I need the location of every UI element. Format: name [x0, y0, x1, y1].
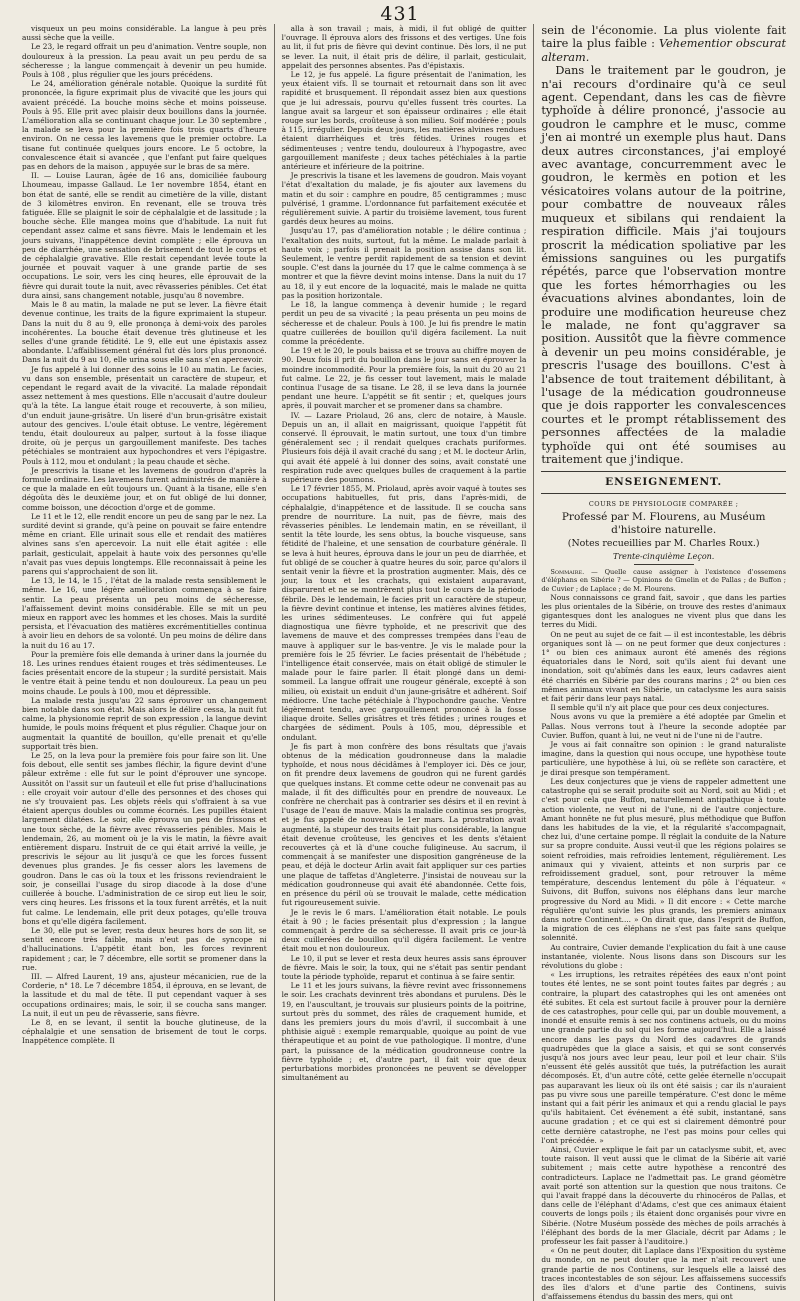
- paragraph: Le 11 et le 12, elle rendit encore un peu de sang par le nez. La surdité devint si grande, qu'à peine on pouvait se faire entendre même en criant. Elle urinait sous elle et rendait des matières alvines sans s'en apercevoir. La nuit elle était agitée : elle parlait, gesticulait, appelait à haute voix des personnes qu'elle n'avait pas vues depuis longtemps. Elle reconnaissait à peine les parens qui s'approchaient de son lit.: [22, 511, 267, 576]
- paragraph: Le 12, je fus appelé. La figure présentait de l'animation, les yeux étaient vifs. Il se tournait et retournait dans son lit avec rapidité et brusquement. Il répondait assez bien aux questions que je lui adressais, pourvu qu'elles fussent très courtes. La langue avait sa largeur et son épaisseur ordinaires ; elle était rouge sur les bords, croûteuse à son milieu. Soif modérée ; pouls à 115, irrégulier. Depuis deux jours, les matières alvines rendues étaient diarrhéiques et très fétides. Urines rouges et sédimenteuses ; ventre tendu, douloureux à l'hypogastre, avec gargouillement manifeste ; deux taches pétéchiales à la partie antérieure et inférieure de la poitrine.: [281, 70, 527, 172]
- paragraph: Le 13, le 14, le 15 , l'état de la malade resta sensiblement le même. Le 16, une légère amélioration commença à se faire sentir. La peau présenta un peu moins de sécheresse, l'affaissement devint moins considérable. Elle se mit un peu mieux en rapport avec les hommes et les choses. Mais la surdité persista, et l'évacuation des matières excrémentitielles continua à avoir lieu en dehors de sa volonté. Un peu moins de délire dans la nuit du 16 au 17.: [22, 576, 267, 650]
- paragraph: Le 10, il put se lever et resta deux heures assis sans éprouver de fièvre. Mais le soir, la toux, qui ne s'était pas sentir pendant toute la période typhoïde, reparut et continua à se faire sentir.: [281, 953, 527, 981]
- professor-line: Professé par M. Flourens, au Muséum d'histoire naturelle.: [561, 510, 766, 536]
- notes-credit: (Notes recueillies par M. Charles Roux.): [567, 537, 760, 549]
- paragraph: Le 24, amélioration générale notable. Quoique la surdité fût prononcée, la figure exprimait plus de vivacité que les jours qui avaient précédé. La bouche moins sèche et moins poisseuse. Pouls à 95. Elle prit avec plaisir deux bouillons dans la journée. L'amélioration alla se continuant chaque jour. Le 30 septembre , la malade se leva pour la première fois trois quarts d'heure environ. On ne cessa les lavemens que le premier octobre. La tisane fut continuée quelques jours encore. Le 5 octobre, la convalescence était si avancée , que l'enfant put faire quelques pas en dehors de la maison , appuyée sur le bras de sa mère.: [22, 79, 267, 172]
- lecture-paragraph: Nous avons vu que la première a été adoptée par Gmelin et Pallas. Nous verrons tout à l'heure la seconde adoptée par Cuvier. Buffon, quant à lui, ne veut ni de l'une ni de l'autre.: [541, 712, 786, 740]
- paragraph: IV. — Lazare Priolaud, 26 ans, clerc de notaire, à Mausle. Depuis un an, il allait en maigrissant, quoique l'appétit fût conservé. Il éprouvait, le matin surtout, une toux d'un timbre généralement sec ; il rendait quelques crachats puriformes. Plusieurs fois déjà il avait craché du sang ; et M. le docteur Arlin, qui avait été appelé à lui donner des soins, avait constaté une respiration rude avec quelques bulles de craquement à la partie supérieure des poumons.: [281, 410, 527, 484]
- section-title: ENSEIGNEMENT.: [605, 476, 723, 489]
- paragraph: Le 23, le regard offrait un peu d'animation. Ventre souple, non douloureux à la pression. La peau avait un peu perdu de sa sécheresse ; la langue commençait à devenir un peu humide. Pouls à 108 , plus régulier que les jours précédens.: [22, 42, 267, 80]
- paragraph: Le 17 février 1855, M. Priolaud, après avoir vaqué à toutes ses occupations habituelles, fut pris, dans l'après-midi, de céphalalgie, d'inappétence et de lassitude. Il se coucha sans prendre de nourriture. La nuit, pas de fièvre, mais des rêvasseries pénibles. Le lendemain matin, en se réveillant, il sentit la tête lourde, les sens obtus, la bouche visqueuse, sans fétidité de l'haleine, et une sensation de courbature générale. Il se leva à huit heures, éprouva dans le jour un peu de diarrhée, et fut obligé de se coucher à quatre heures du soir, parce qu'alors il sentait venir la fièvre et la prostration augmenter. Mais, dès ce jour, la toux et les crachats, qui existaient auparavant, disparurent et ne se montrèrent plus tout le cours de la période fébrile. Dès le lendemain, le facies prit un caractère de stupeur, la fièvre devint continue et intense, les matières alvines fétides, les urines sédimenteuses. Le confrère qui fut appelé diagnostiqua une fièvre typhoïde, et ne prescrivit que des lavemens de mauve et des compresses trempées dans l'eau de mauve à appliquer sur le bas-ventre. Je vis le malade pour la première fois le 25 février. Le facies présentait de l'hébétude ; l'intelligence était conservée, mais on était obligé de stimuler le malade pour le faire parler. Il était plongé dans un demi-sommeil. La langue offrait une rougeur générale, excepté à son milieu, où existait un enduit d'un jaune-grisâtre et adhérent. Soif médiocre. Une tache pétéchiale à l'hypochondre gauche. Ventre légèrement tendu, avec gargouillement prononcé à la fosse iliaque droite. Selles grisâtres et très fétides ; urines rouges et chargées de sédiment. Pouls à 105, mou, dépressible et ondulant.: [281, 484, 527, 742]
- lecture-paragraph: On ne peut au sujet de ce fait — il est incontestable, les débris organiques sont là — on ne peut former que deux conjectures : 1° ou bien ces animaux auront été amenés des régions équatoriales dans le Nord, soit qu'ils aient fui devant une inondation, soit qu'abîmés dans les eaux, leurs cadavres aient été charriés en Sibérie par des courans marins ; 2° ou bien ces mêmes animaux vivant en Sibérie, un cataclysme les aura saisis et fait périr dans leur pays natal.: [541, 629, 786, 704]
- lecon-title: Trente-cinquième Leçon.: [612, 552, 715, 562]
- paragraph: Je prescrivis la tisane et les lavemens de goudron. Mais voyant l'état d'exaltation du malade, je fis ajouter aux lavemens du matin et du soir : camphre en poudre, 85 centigrammes ; musc pulvérisé, 1 gramme. L'ordonnance fut parfaitement exécutée et régulièrement suivie. A partir du troisième lavement, tous furent gardés deux heures au moins.: [281, 171, 527, 227]
- column-2: [282, 24, 527, 1301]
- paragraph: Le 8, en se levant, il sentit la bouche glutineuse, de la céphalalgie et une sensation de brisement de tout le corps. Inappétence complète. Il: [22, 1017, 267, 1046]
- conclusion-paragraph: Dans le traitement par le goudron, je n'ai recours d'ordinaire qu'à ce seul agent. Cependant, dans les cas de fièvre typhoïde à délire prononcé, j'associe au goudron le camphre et le musc, comme j'en ai montré un exemple plus haut. Dans deux autres circonstances, j'ai employé avec avantage, concurremment avec le goudron, le kermès en potion et les vésicatoires volans autour de la poitrine, pour combattre de nouveaux râles muqueux et sibilans qui rendaient la respiration difficile. Mais j'ai toujours proscrit la médication spoliative par les émissions sanguines ou les purgatifs répétés, parce que l'observation montre que les fortes hémorrhagies ou les évacuations alvines abondantes, loin de produire une modification heureuse chez le malade, ne font qu'aggraver sa position. Aussitôt que la fièvre commence à devenir un peu moins considérable, je prescris l'usage des bouillons. C'est à l'absence de tout traitement débilitant, à l'usage de la médication goudronneuse que je dois rapporter les convalescences courtes et le prompt rétablissement des personnes affectées de la maladie typhoïde qui ont été soumises au traitement que j'indique.: [541, 64, 786, 466]
- column-3: [541, 24, 786, 1301]
- sommaire: Sommaire. — Quelle cause assigner à l'existence d'ossemens d'éléphans en Sibérie ? — Opinions de Gmelin et de Pallas ; de Buffon ; de Cuvier ; de Laplace ; de M. Flourens.: [541, 568, 786, 593]
- paragraph: Le 19 et le 20, le pouls baissa et se trouva au chiffre moyen de 90. Deux fois il prit du bouillon dans le jour sans en éprouver la moindre incommodité. Pour la première fois, la nuit du 20 au 21 fut calme. Le 22, je fis cesser tout lavement, mais le malade continua l'usage de sa tisane. Le 28, il se leva dans la journée pendant une heure. L'appétit se fit sentir ; et, quelques jours après, il pouvait marcher et se promener dans sa chambre.: [281, 346, 527, 411]
- lecture-paragraph: Ainsi, Cuvier explique le fait par un cataclysme subit, et, avec toute raison. Il veut aussi que le climat de la Sibérie ait varié subitement ; mais cette autre hypothèse a rencontré des contradicteurs. Laplace ne l'admettait pas. Le grand géomètre avait porté son attention sur la question que nous traitons. Ce qui l'avait frappé dans la découverte du rhinocéros de Pallas, et dans celle de l'éléphant d'Adams, c'est que ces animaux étaient couverts de longs poils ; ils étaient donc organisés pour vivre en Sibérie. (Notre Muséum possède des mèches de poils arrachés à l'éléphant des bords de la mer Glaciale, décrit par Adams ; le professeur les fait passer à l'auditoire.): [541, 1145, 786, 1247]
- lecture-paragraph: « On ne peut douter, dit Laplace dans l'Exposition du système du monde, on ne peut douter que la mer n'ait recouvert une grande partie de nos Continens, sur lesquels elle a laissé des traces incontestables de son séjour. Les affaissemens successifs des îles d'alors et d'une partie des Continens, suivis d'affaissemens étendus du bassin des mers, qui ont: [541, 1246, 786, 1301]
- paragraph: Je le revis le 6 mars. L'amélioration était notable. Le pouls était à 90 ; le facies présentait plus d'expression ; la langue commençait à perdre de sa sécheresse. Il avait pris ce jour-là deux cuillerées de bouillon qu'il digéra facilement. Le ventre était mou et non douloureux.: [281, 907, 527, 954]
- lecture-paragraph: Je vous ai fait connaître son opinion : le grand naturaliste imagine, dans la question qui nous occupe, une hypothèse toute particulière, une hypothèse à lui, où se reflète son caractère, et je dirai presque son tempérament.: [541, 740, 786, 777]
- conclusion-block: [541, 24, 786, 466]
- paragraph: Le 18, la langue commença à devenir humide ; le regard perdit un peu de sa vivacité ; la peau présenta un peu moins de sécheresse et de chaleur. Pouls à 100. Je lui fis prendre le matin quatre cuillerées de bouillon qu'il digéra facilement. La nuit comme la précédente.: [281, 300, 527, 346]
- paragraph: Le 25, on la leva pour la première fois pour faire son lit. Une fois debout, elle sentit ses jambes fléchir, la figure devint d'une pâleur extrême : elle fut sur le point d'éprouver une syncope. Aussitôt on l'assit sur un fauteuil et elle fut prise d'hallucinations : elle croyait voir autour d'elle des personnes et des choses qui ne s'y trouvaient pas. Les objets réels qui s'offraient à sa vue étaient aperçus doubles ou comme écornés. Les pupilles étaient largement dilatées. Le soir, elle éprouva un peu de frissons et une toux sèche, de la fièvre avec rêvasseries pénibles. Mais le lendemain, 26, au moment où je la vis le matin, la fièvre avait entièrement disparu. Instruit de ce qui était arrivé la veille, je prescrivis le séjour au lit jusqu'à ce que les forces fussent devenues plus grandes. Je fis cesser alors les lavemens de goudron. Dans le cas où la toux et les frissons reviendraient le soir, je conseillai l'usage du sirop diacode à la dose d'une cuillerée à bouche. L'administration de ce sirop eut lieu le soir, vers cinq heures. Les frissons et la toux furent arrêtés, et la nuit fut calme. Le lendemain, elle prit deux potages, qu'elle trouva bons et qu'elle digéra facilement.: [22, 751, 267, 926]
- paragraph: II. — Louise Lauran, âgée de 16 ans, domiciliée faubourg Lhoumeau, impasse Gallaud. Le 1er novembre 1854, étant en bon état de santé, elle se rendit au cimetière de la ville, distant de 3 kilomètres environ. En revenant, elle se trouva très fatiguée. Elle se plaignit le soir de céphalalgie et de lassitude ; la bouche sèche. Elle mangea moins que d'habitude. La nuit fut cependant assez calme et sans fièvre. Mais le lendemain et les jours suivans, l'inappétence devint complète ; elle éprouva un peu de diarrhée, une sensation de brisement de tout le corps et de céphalalgie gravative. Elle restait cependant levée toute la journée et pouvait vaquer à une grande partie de ses occupations. Le soir, vers les cinq heures, elle éprouvait de la fièvre qui durait toute la nuit, avec rêvasseries pénibles. Cet état dura ainsi, sans changement notable, jusqu'au 8 novembre.: [22, 171, 267, 300]
- lecture-paragraph: Au contraire, Cuvier demande l'explication du fait à une cause instantanée, violente. Nous lisons dans son Discours sur les révolutions du globe :: [541, 942, 786, 970]
- page-number: 431: [380, 3, 420, 25]
- paragraph: Pour la première fois elle demanda à uriner dans la journée du 18. Les urines rendues étaient rouges et très sédimenteuses. Le facies présentait encore de la stupeur ; la surdité persistait. Mais le ventre était à peine tendu et non douloureux. La peau un peu moins chaude. Le pouls à 100, mou et dépressible.: [22, 649, 267, 696]
- section-divider: [541, 493, 786, 494]
- conclusion-opening: sein de l'économie. La plus violente fait taire la plus faible : Vehementior obscurat alteram.: [541, 24, 786, 64]
- column-rule: [274, 24, 275, 1301]
- small-divider: [634, 564, 694, 565]
- lecture-paragraph: Il semble qu'il n'y ait place que pour ces deux conjectures.: [550, 703, 769, 713]
- column-1: [22, 24, 267, 1301]
- lecture-paragraph: « Les irruptions, les retraites répétées des eaux n'ont point toutes été lentes, ne se sont point toutes faites par degrés ; au contraire, la plupart des catastrophes qui les ont amenées ont été subites. Et cela est surtout facile à prouver pour la dernière de ces catastrophes, pour celle qui, par un double mouvement, a inondé et ensuite remis à sec nos continens actuels, ou du moins une grande partie du sol qui les forme aujourd'hui. Elle a laissé encore dans les pays du Nord des cadavres de grands quadrupèdes que la glace a saisis, et qui se sont conservés jusqu'à nos jours avec leur peau, leur poil et leur chair. S'ils n'eussent été gelés aussitôt que tués, la putréfaction les aurait décomposés. Et, d'un autre côté, cette gelée éternelle n'occupait pas auparavant les lieux où ils ont été saisis ; car ils n'auraient pas pu vivre sous une pareille température. C'est donc le même instant qui a fait périr les animaux et qui a rendu glacial le pays qu'ils habitaient. Cet événement a été subit, instantané, sans aucune gradation ; et ce qui est si clairement démontré pour cette dernière catastrophe, ne l'est pas moins pour celles qui l'ont précédée. »: [541, 970, 786, 1145]
- text-columns: [22, 24, 786, 1301]
- paragraph: Jusqu'au 17, pas d'amélioration notable ; le délire continua ; l'exaltation des nuits, surtout, fut la même. Le malade parlait à haute voix ; parfois il prenait la position assise dans son lit. Seulement, le ventre perdit rapidement de sa tension et devint souple. C'est dans la journée du 17 que le calme commença à se montrer et que la fièvre devint moins intense. Dans la nuit du 17 au 18, il y eut encore de la loquacité, mais le malade ne quitta pas la position horizontale.: [281, 226, 527, 300]
- section-divider: [541, 471, 786, 472]
- lecture-paragraph: Les deux conjectures que je viens de rappeler admettent une catastrophe qui se serait produite soit au Nord, soit au Midi ; et c'est pour cela que Buffon, naturellement antipathique à toute action violente, ne veut ni de l'une, ni de l'autre conjecture. Amant honnête ne fut plus mesuré, plus méthodique que Buffon dans les habitudes de la vie, et la régularité s'accompagnait, chez lui, d'une certaine pompe. Il réglait la conduite de la Nature sur sa propre conduite. Aussi veut-il que les régions polaires se soient refroidies, mais refroidies lentement, régulièrement. Les animaux qui y vivaient, atteints et non surpris par ce refroidissement graduel, sont, pour retrouver la même température, descendus lentement du pôle à l'équateur. « Suivons, dit Buffon, suivons nos éléphans dans leur marche progressive du Nord au Midi. » Il dit encore : « Cette marche régulière qu'ont suivie les plus grands, les premiers animaux dans notre Continent.... » On dirait que, dans l'esprit de Buffon, la migration de ces éléphans ne s'est pas faite sans quelque solennité.: [541, 776, 786, 943]
- column-rule: [533, 24, 534, 1301]
- paragraph: III. — Alfred Laurent, 19 ans, ajusteur mécanicien, rue de la Corderie, n° 18. Le 7 décembre 1854, il éprouva, en se levant, de la lassitude et du mal de tête. Il put cependant vaquer à ses occupations ordinaires; mais, le soir, il se coucha sans manger. La nuit, il eut un peu de rêvasserie, sans fièvre.: [22, 971, 267, 1018]
- paragraph: alla à son travail ; mais, à midi, il fut obligé de quitter l'ouvrage. Il éprouva alors des frissons et des vertiges. Une fois au lit, il fut pris de fièvre qui devint continue. Dès lors, il ne put se lever. La nuit, il était pris de délire, il parlait, gesticulait, appelait des personnes absentes. Pas d'épistaxis.: [281, 24, 527, 70]
- lecture-paragraph: Nous connaissons ce grand fait, savoir , que dans les parties les plus orientales de la Sibérie, on trouve des restes d'animaux gigantesques dont les analogues ne vivent plus que dans les terres du Midi.: [541, 592, 786, 630]
- paragraph: Je fis part à mon confrère des bons résultats que j'avais obtenus de la médication goudronneuse dans la maladie typhoïde, et nous nous décidâmes à l'employer ici. Dès ce jour, on fit prendre deux lavemens de goudron qui ne furent gardés que quelques instans. Et comme cette odeur ne convenait pas au malade, il fit des difficultés pour en prendre de nouveaux. Le confrère ne cherchait pas à contrarier ses désirs et il en revint à l'usage de l'eau de mauve. Mais la maladie continua ses progrès, et je fus appelé de nouveau le 1er mars. La prostration avait augmenté, la stupeur des traits était plus considérable, la langue était devenue croûteuse, les gencives et les dents s'étaient recouvertes çà et là d'une couche fuligineuse. Au sacrum, il commençait à se manifester une disposition gangréneuse de la peau, et déjà le docteur Arlin avait fait appliquer sur ces parties une plaque de taffetas d'Angleterre. J'insistai de nouveau sur la médication goudronneuse qui avait été abandonnée. Cette fois, en présence du péril où se trouvait le malade, cette médication fut rigoureusement suivie.: [281, 741, 527, 908]
- paragraph: Le 11 et les jours suivans, la fièvre revint avec frissonnemens le soir. Les crachats devinrent très abondans et purulens. Dès le 19, en l'auscultant, je trouvais sur plusieurs points de la poitrine, surtout près du sommet, des râles de craquement humide, et dans les premiers jours du mois d'avril, il succombait à une phthisie aiguë : exemple remarquable, quoique au point de vue thérapeutique et au point de vue pathologique. Il montre, d'une part, la puissance de la médication goudronneuse contre la fièvre typhoïde ; et, d'autre part, il fait voir que deux perturbations morbides prononcées ne peuvent se développer simultanément au: [281, 981, 527, 1083]
- paragraph: Mais le 8 au matin, la malade ne put se lever. La fièvre était devenue continue, les traits de la figure exprimaient la stupeur. Dans la nuit du 8 au 9, elle prononça à demi-voix des paroles incohérentes. La bouche était devenue très glutineuse et les selles d'une grande fétidité. Le 9, elle eut une épistaxis assez abondante. L'affaiblissement général fut dès lors plus prononcé. Dans la nuit du 9 au 10, elle urina sous elle sans s'en apercevoir.: [22, 300, 267, 365]
- paragraph: Je fus appelé à lui donner des soins le 10 au matin. Le facies, vu dans son ensemble, présentait un caractère de stupeur, et cependant le regard avait de la vivacité. La malade répondait assez nettement à mes questions. Elle n'accusait d'autre douleur qu'à la tête. La langue était rouge et recouverte, à son milieu, d'un enduit jaune-grisâtre. Un liseré d'un brun-grisâtre existait autour des gencives. L'oule était obtuse. Le ventre, légèrement tendu, était douloureux au palper, surtout à la fosse iliaque droite, où je perçus un gargouillement manifeste. Des taches pétéchiales se montraient aux hypochondres et vers l'épigastre. Pouls à 112, mou et ondulant ; la peau chaude et sèche.: [22, 364, 267, 466]
- course-title: COURS DE PHYSIOLOGIE COMPARÉE ;: [588, 499, 739, 508]
- paragraph: La malade resta jusqu'au 22 sans éprouver un changement bien notable dans son état. Mais alors le délire cessa, la nuit fut calme, la physionomie reprit de son expression , la langue devint humide, le pouls moins fréquent et plus régulier. Chaque jour on augmentait la quantité de bouillon, qu'elle prenait et qu'elle supportait très bien.: [22, 695, 267, 751]
- paragraph: Je prescrivis la tisane et les lavemens de goudron d'après la formule ordinaire. Les lavemens furent administrés de manière à ce que la malade en eût toujours un. Quant à la tisane, elle s'en dégoûta dès le deuxième jour, et on fut obligé de lui donner, comme boisson, une décoction d'orge et de gomme.: [22, 465, 267, 512]
- paragraph: visqueux un peu moins considérable. La langue à peu près aussi sèche que la veille.: [22, 24, 267, 43]
- paragraph: Le 30, elle put se lever, resta deux heures hors de son lit, se sentit encore très faible, mais n'eut pas de syncope ni d'hallucinations. L'appétit étant bon, les forces revinrent rapidement ; car, le 7 décembre, elle sortit se promener dans la rue.: [22, 925, 267, 972]
